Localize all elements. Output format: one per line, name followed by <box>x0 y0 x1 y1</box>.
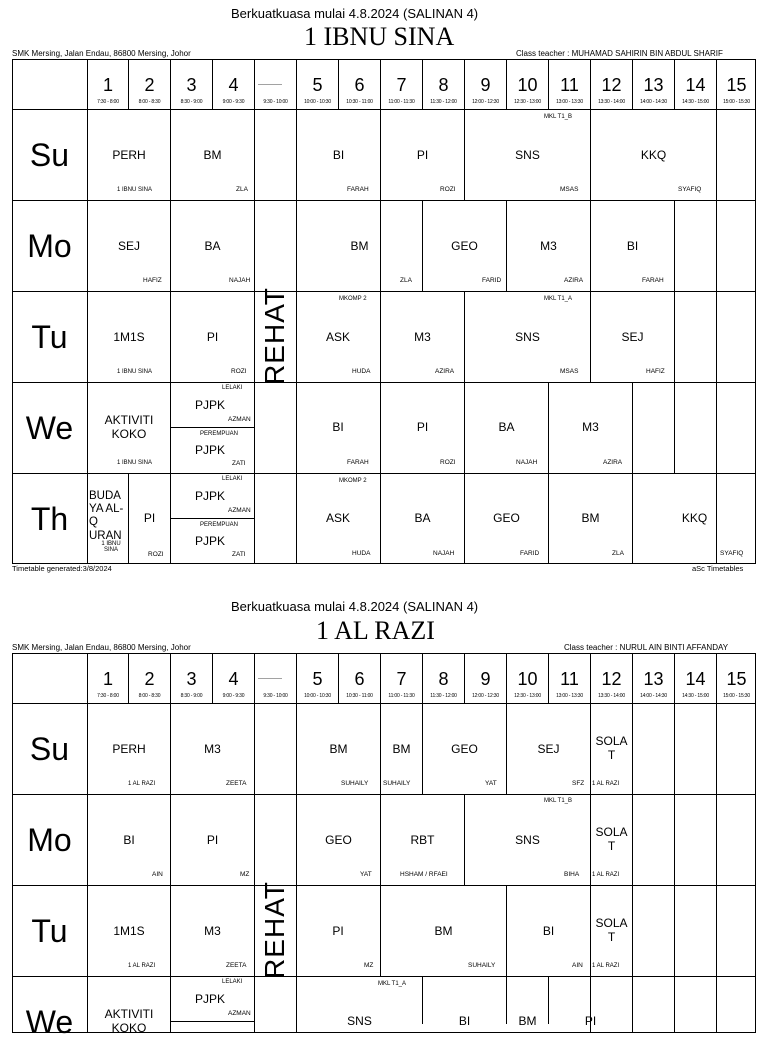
t1-th-pjpk1: PJPK <box>195 489 226 503</box>
t1-th-pjpk2: PJPK <box>195 534 226 548</box>
t1-mo-bm-t: ZLA <box>400 277 412 284</box>
t2-period-13: 13 <box>643 669 664 689</box>
t1-we-pjpk1-t: AZMAN <box>228 416 251 423</box>
t1-th-perempuan: PEREMPUAN <box>200 522 239 528</box>
t2-tu-bi-t: AIN <box>572 962 583 969</box>
t2-mo-bi: BI <box>123 833 135 847</box>
t2-mo-solat: SOLA T <box>595 825 628 853</box>
day-we: We <box>25 410 74 446</box>
day-th: Th <box>30 501 69 537</box>
time-7: 11:00 - 11:30 <box>388 99 415 105</box>
t2-time-5: 10:00 - 10:30 <box>304 693 331 699</box>
t1-tu-ask-room: MKOMP 2 <box>339 296 367 302</box>
tt1-footer-brand: aSc Timetables <box>692 564 744 573</box>
time-4: 9:00 - 9:30 <box>222 99 245 105</box>
t2-time-12: 13:30 - 14:00 <box>598 693 625 699</box>
tt1-grid <box>12 59 756 564</box>
time-8: 11:30 - 12:00 <box>430 99 457 105</box>
t1-we-lelaki: LELAKI <box>222 385 243 391</box>
time-10: 12:30 - 13:00 <box>514 99 541 105</box>
t1-tu-sns-t: MSAS <box>560 368 579 375</box>
t1-mo-ba-t: NAJAH <box>229 277 251 284</box>
day-su: Su <box>29 137 70 173</box>
t2-time-4: 9:00 - 9:30 <box>222 693 245 699</box>
period-3: 3 <box>186 75 197 95</box>
t1-th-bm-t: ZLA <box>612 550 624 557</box>
t1-we-bi-t: FARAH <box>347 459 369 466</box>
t1-su-sns-t: MSAS <box>560 186 579 193</box>
t1-mo-sej-t: HAFIZ <box>143 277 162 284</box>
t2-mo-bi-t: AIN <box>152 871 163 878</box>
t1-we-m3: M3 <box>582 420 599 434</box>
time-5: 10:00 - 10:30 <box>304 99 331 105</box>
t1-tu-pi-t: ROZI <box>231 368 247 375</box>
tt1-class-teacher: Class teacher : MUHAMAD SAHIRIN BIN ABDUL SHARIF <box>516 49 723 58</box>
t2-we-pjpk1: PJPK <box>195 992 226 1006</box>
t1-th-ba-t: NAJAH <box>433 550 455 557</box>
t2-su-solat: SOLA T <box>595 734 628 762</box>
t2-su-perh-cls: 1 AL RAZI <box>128 781 156 787</box>
t2-su-geo-t: YAT <box>485 780 497 787</box>
tt1-footer-generated: Timetable generated:3/8/2024 <box>12 564 112 573</box>
t2-su-solat-cls: 1 AL RAZI <box>592 781 620 787</box>
t2-tu-solat: SOLA T <box>595 916 628 944</box>
period-5: 5 <box>312 75 323 95</box>
t1-we-pjpk1: PJPK <box>195 398 226 412</box>
t2-su-bm2-t: SUHAILY <box>383 780 411 787</box>
t1-su-sns: SNS <box>515 148 540 162</box>
period-14: 14 <box>685 75 706 95</box>
period-8: 8 <box>438 75 449 95</box>
t2-time-break: 9:30 - 10:00 <box>263 693 288 699</box>
t1-th-pjpk1-t: AZMAN <box>228 507 251 514</box>
t2-period-14: 14 <box>685 669 706 689</box>
period-12: 12 <box>601 75 622 95</box>
t1-we-pi: PI <box>416 420 429 434</box>
t1-th-pi-t: ROZI <box>148 551 164 558</box>
t1-su-bm: BM <box>203 148 222 162</box>
t2-period-11: 11 <box>560 669 579 689</box>
t2-period-8: 8 <box>438 669 449 689</box>
t1-tu-m3: M3 <box>414 330 431 344</box>
tt2-class-teacher: Class teacher : NURUL AIN BINTI AFFANDAY <box>564 643 729 652</box>
t2-su-m3-t: ZEETA <box>226 780 247 787</box>
t2-time-15: 15:00 - 15:30 <box>723 693 750 699</box>
t1-we-pjpk2: PJPK <box>195 443 226 457</box>
t1-su-pi: PI <box>416 148 429 162</box>
t1-mo-geo-t: FARID <box>482 277 502 284</box>
t2-tu-1m1s-cls: 1 AL RAZI <box>128 963 156 969</box>
t1-su-bi-t: FARAH <box>347 186 369 193</box>
t2-day-we: We <box>25 1004 74 1040</box>
t1-th-ba: BA <box>414 511 431 525</box>
t2-period-12: 12 <box>601 669 622 689</box>
t1-tu-m3-t: AZIRA <box>435 368 455 375</box>
t2-tu-1m1s: 1M1S <box>113 924 145 938</box>
t1-tu-ask: ASK <box>325 330 350 344</box>
t1-su-bm-t: ZLA <box>236 186 248 193</box>
t2-time-6: 10:30 - 11:00 <box>346 693 373 699</box>
t2-we-pi: PI <box>584 1014 597 1028</box>
t2-day-tu: Tu <box>31 913 68 949</box>
t2-time-11: 13:00 - 13:30 <box>556 693 583 699</box>
rehat-label: REHAT <box>259 287 290 385</box>
t2-tu-pi-t: MZ <box>364 962 374 969</box>
t1-tu-1m1s-cls: 1 IBNU SINA <box>117 369 153 375</box>
t2-su-m3: M3 <box>204 742 221 756</box>
t1-we-koko-cls: 1 IBNU SINA <box>117 460 153 466</box>
t1-mo-bi: BI <box>626 239 639 253</box>
time-14: 14:30 - 15:00 <box>682 99 709 105</box>
tt1-school: SMK Mersing, Jalan Endau, 86800 Mersing, Johor <box>12 49 191 58</box>
time-11: 13:00 - 13:30 <box>556 99 583 105</box>
period-6: 6 <box>354 75 365 95</box>
t2-period-3: 3 <box>186 669 197 689</box>
t1-tu-sns-room: MKL T1_A <box>544 296 573 302</box>
t1-mo-ba: BA <box>204 239 221 253</box>
time-13: 14:00 - 14:30 <box>640 99 667 105</box>
t1-tu-ask-t: HUDA <box>352 368 371 375</box>
t2-tu-solat-cls: 1 AL RAZI <box>592 963 620 969</box>
t2-period-1: 1 <box>102 669 113 689</box>
t2-mo-pi-t: MZ <box>240 871 250 878</box>
t2-time-10: 12:30 - 13:00 <box>514 693 541 699</box>
t1-th-buda: BUDA YA AL-Q URAN <box>89 490 124 542</box>
t2-we-lelaki: LELAKI <box>222 979 243 985</box>
t2-time-7: 11:00 - 11:30 <box>388 693 415 699</box>
t1-su-pi-t: ROZI <box>440 186 456 193</box>
t1-we-pi-t: ROZI <box>440 459 456 466</box>
t1-th-buda-cls: 1 IBNU SINA <box>101 541 121 553</box>
t2-day-mo: Mo <box>27 822 72 858</box>
t2-mo-sns-room: MKL T1_B <box>544 798 573 804</box>
period-13: 13 <box>643 75 664 95</box>
t2-time-3: 8:30 - 9:00 <box>180 693 203 699</box>
t2-mo-sns: SNS <box>515 833 540 847</box>
t2-su-bm1-t: SUHAILY <box>341 780 369 787</box>
t2-tu-bi: BI <box>542 924 555 938</box>
t2-period-7: 7 <box>396 669 407 689</box>
time-6: 10:30 - 11:00 <box>346 99 373 105</box>
t2-we-pjpk1-t: AZMAN <box>228 1010 251 1017</box>
tt1-class-name: 1 IBNU SINA <box>304 22 455 51</box>
tt2-school: SMK Mersing, Jalan Endau, 86800 Mersing, Johor <box>12 643 191 652</box>
time-15: 15:00 - 15:30 <box>723 99 750 105</box>
t2-time-9: 12:00 - 12:30 <box>472 693 499 699</box>
t2-time-13: 14:00 - 14:30 <box>640 693 667 699</box>
t1-th-ask-room: MKOMP 2 <box>339 478 367 484</box>
t2-we-bi: BI <box>458 1014 471 1028</box>
tt1-subtitle: Berkuatkuasa mulai 4.8.2024 (SALINAN 4) <box>231 6 479 21</box>
t1-mo-bi-t: FARAH <box>642 277 664 284</box>
t2-day-su: Su <box>29 731 70 767</box>
period-2: 2 <box>144 75 155 95</box>
t1-tu-1m1s: 1M1S <box>113 330 145 344</box>
t2-time-14: 14:30 - 15:00 <box>682 693 709 699</box>
t2-mo-sns-t: BIHA <box>564 871 580 878</box>
t1-we-pjpk2-t: ZATI <box>232 460 246 467</box>
t2-we-sns: SNS <box>347 1014 372 1028</box>
time-break: 9:30 - 10:00 <box>263 99 288 105</box>
t1-mo-m3-t: AZIRA <box>564 277 584 284</box>
t2-we-sns-room: MKL T1_A <box>378 981 407 987</box>
t1-th-geo-t: FARID <box>520 550 540 557</box>
t2-su-geo: GEO <box>451 742 478 756</box>
t2-su-sej: SEJ <box>537 742 560 756</box>
t2-mo-geo: GEO <box>325 833 352 847</box>
t1-th-ask-t: HUDA <box>352 550 371 557</box>
t2-period-4: 4 <box>228 669 239 689</box>
time-3: 8:30 - 9:00 <box>180 99 203 105</box>
t1-we-m3-t: AZIRA <box>603 459 623 466</box>
t2-period-10: 10 <box>517 669 538 689</box>
t2-tu-m3: M3 <box>204 924 221 938</box>
t1-th-kkq: KKQ <box>681 511 708 525</box>
day-tu: Tu <box>31 319 68 355</box>
t1-su-sns-room: MKL T1_B <box>544 114 573 120</box>
t2-su-perh: PERH <box>112 742 146 756</box>
period-15: 15 <box>726 75 747 95</box>
t2-mo-pi: PI <box>206 833 219 847</box>
period-10: 10 <box>517 75 538 95</box>
t2-we-bm: BM <box>518 1014 537 1028</box>
t2-su-bm1: BM <box>329 742 348 756</box>
t2-period-6: 6 <box>354 669 365 689</box>
t1-tu-sns: SNS <box>515 330 540 344</box>
t2-period-5: 5 <box>312 669 323 689</box>
period-7: 7 <box>396 75 407 95</box>
t1-tu-sej-t: HAFIZ <box>646 368 665 375</box>
period-4: 4 <box>228 75 239 95</box>
t1-su-perh: PERH <box>112 148 146 162</box>
t1-su-kkq: KKQ <box>640 148 667 162</box>
t2-time-1: 7:30 - 8:00 <box>97 693 119 699</box>
t1-mo-geo: GEO <box>451 239 478 253</box>
t2-period-9: 9 <box>480 669 491 689</box>
t2-mo-geo-t: YAT <box>360 871 372 878</box>
tt2-subtitle: Berkuatkuasa mulai 4.8.2024 (SALINAN 4) <box>231 599 479 614</box>
t1-we-perempuan: PEREMPUAN <box>200 431 239 437</box>
t2-rehat-label: REHAT <box>259 881 290 979</box>
t1-su-perh-cls: 1 IBNU SINA <box>117 187 153 193</box>
t2-tu-m3-t: ZEETA <box>226 962 247 969</box>
t1-we-bi: BI <box>332 420 344 434</box>
t2-period-15: 15 <box>726 669 747 689</box>
period-11: 11 <box>560 75 579 95</box>
time-2: 8:00 - 8:30 <box>138 99 161 105</box>
t1-we-ba-t: NAJAH <box>516 459 538 466</box>
t2-tu-bm-t: SUHAILY <box>468 962 496 969</box>
t1-mo-sej: SEJ <box>117 239 140 253</box>
t2-su-sej-t: SFZ <box>572 780 585 787</box>
t2-mo-rbt: RBT <box>410 833 435 847</box>
period-9: 9 <box>480 75 491 95</box>
t2-period-2: 2 <box>144 669 155 689</box>
t1-th-kkq-t: SYAFIQ <box>720 550 744 557</box>
t1-th-ask: ASK <box>325 511 350 525</box>
time-1: 7:30 - 8:00 <box>97 99 119 105</box>
t2-time-8: 11:30 - 12:00 <box>430 693 457 699</box>
t1-th-pjpk2-t: ZATI <box>232 551 246 558</box>
tt2-class-name: 1 AL RAZI <box>316 616 435 645</box>
t1-su-bi: BI <box>332 148 345 162</box>
t1-th-geo: GEO <box>493 511 520 525</box>
t1-th-pi: PI <box>143 511 156 525</box>
t1-mo-m3: M3 <box>540 239 557 253</box>
day-mo: Mo <box>27 228 72 264</box>
t2-tu-pi: PI <box>332 924 344 938</box>
time-9: 12:00 - 12:30 <box>472 99 499 105</box>
t1-we-ba: BA <box>498 420 515 434</box>
t2-mo-rbt-t: HSHAM / RFAEI <box>400 871 448 878</box>
break-dash: ------------ <box>258 82 282 88</box>
time-12: 13:30 - 14:00 <box>598 99 625 105</box>
t1-su-kkq-t: SYAFIQ <box>678 186 702 193</box>
t2-break-dash: ------------ <box>258 676 282 682</box>
t1-th-lelaki: LELAKI <box>222 476 243 482</box>
t2-time-2: 8:00 - 8:30 <box>138 693 161 699</box>
t2-we-koko: AKTIVITI KOKO <box>104 1007 154 1035</box>
t2-tu-bm: BM <box>434 924 453 938</box>
t1-tu-pi: PI <box>206 330 219 344</box>
t1-th-bm: BM <box>581 511 600 525</box>
t2-su-bm2: BM <box>392 742 411 756</box>
period-1: 1 <box>102 75 113 95</box>
t2-mo-solat-cls: 1 AL RAZI <box>592 872 620 878</box>
t1-mo-bm: BM <box>350 239 369 253</box>
t1-we-koko: AKTIVITI KOKO <box>104 413 154 441</box>
t1-tu-sej: SEJ <box>621 330 644 344</box>
